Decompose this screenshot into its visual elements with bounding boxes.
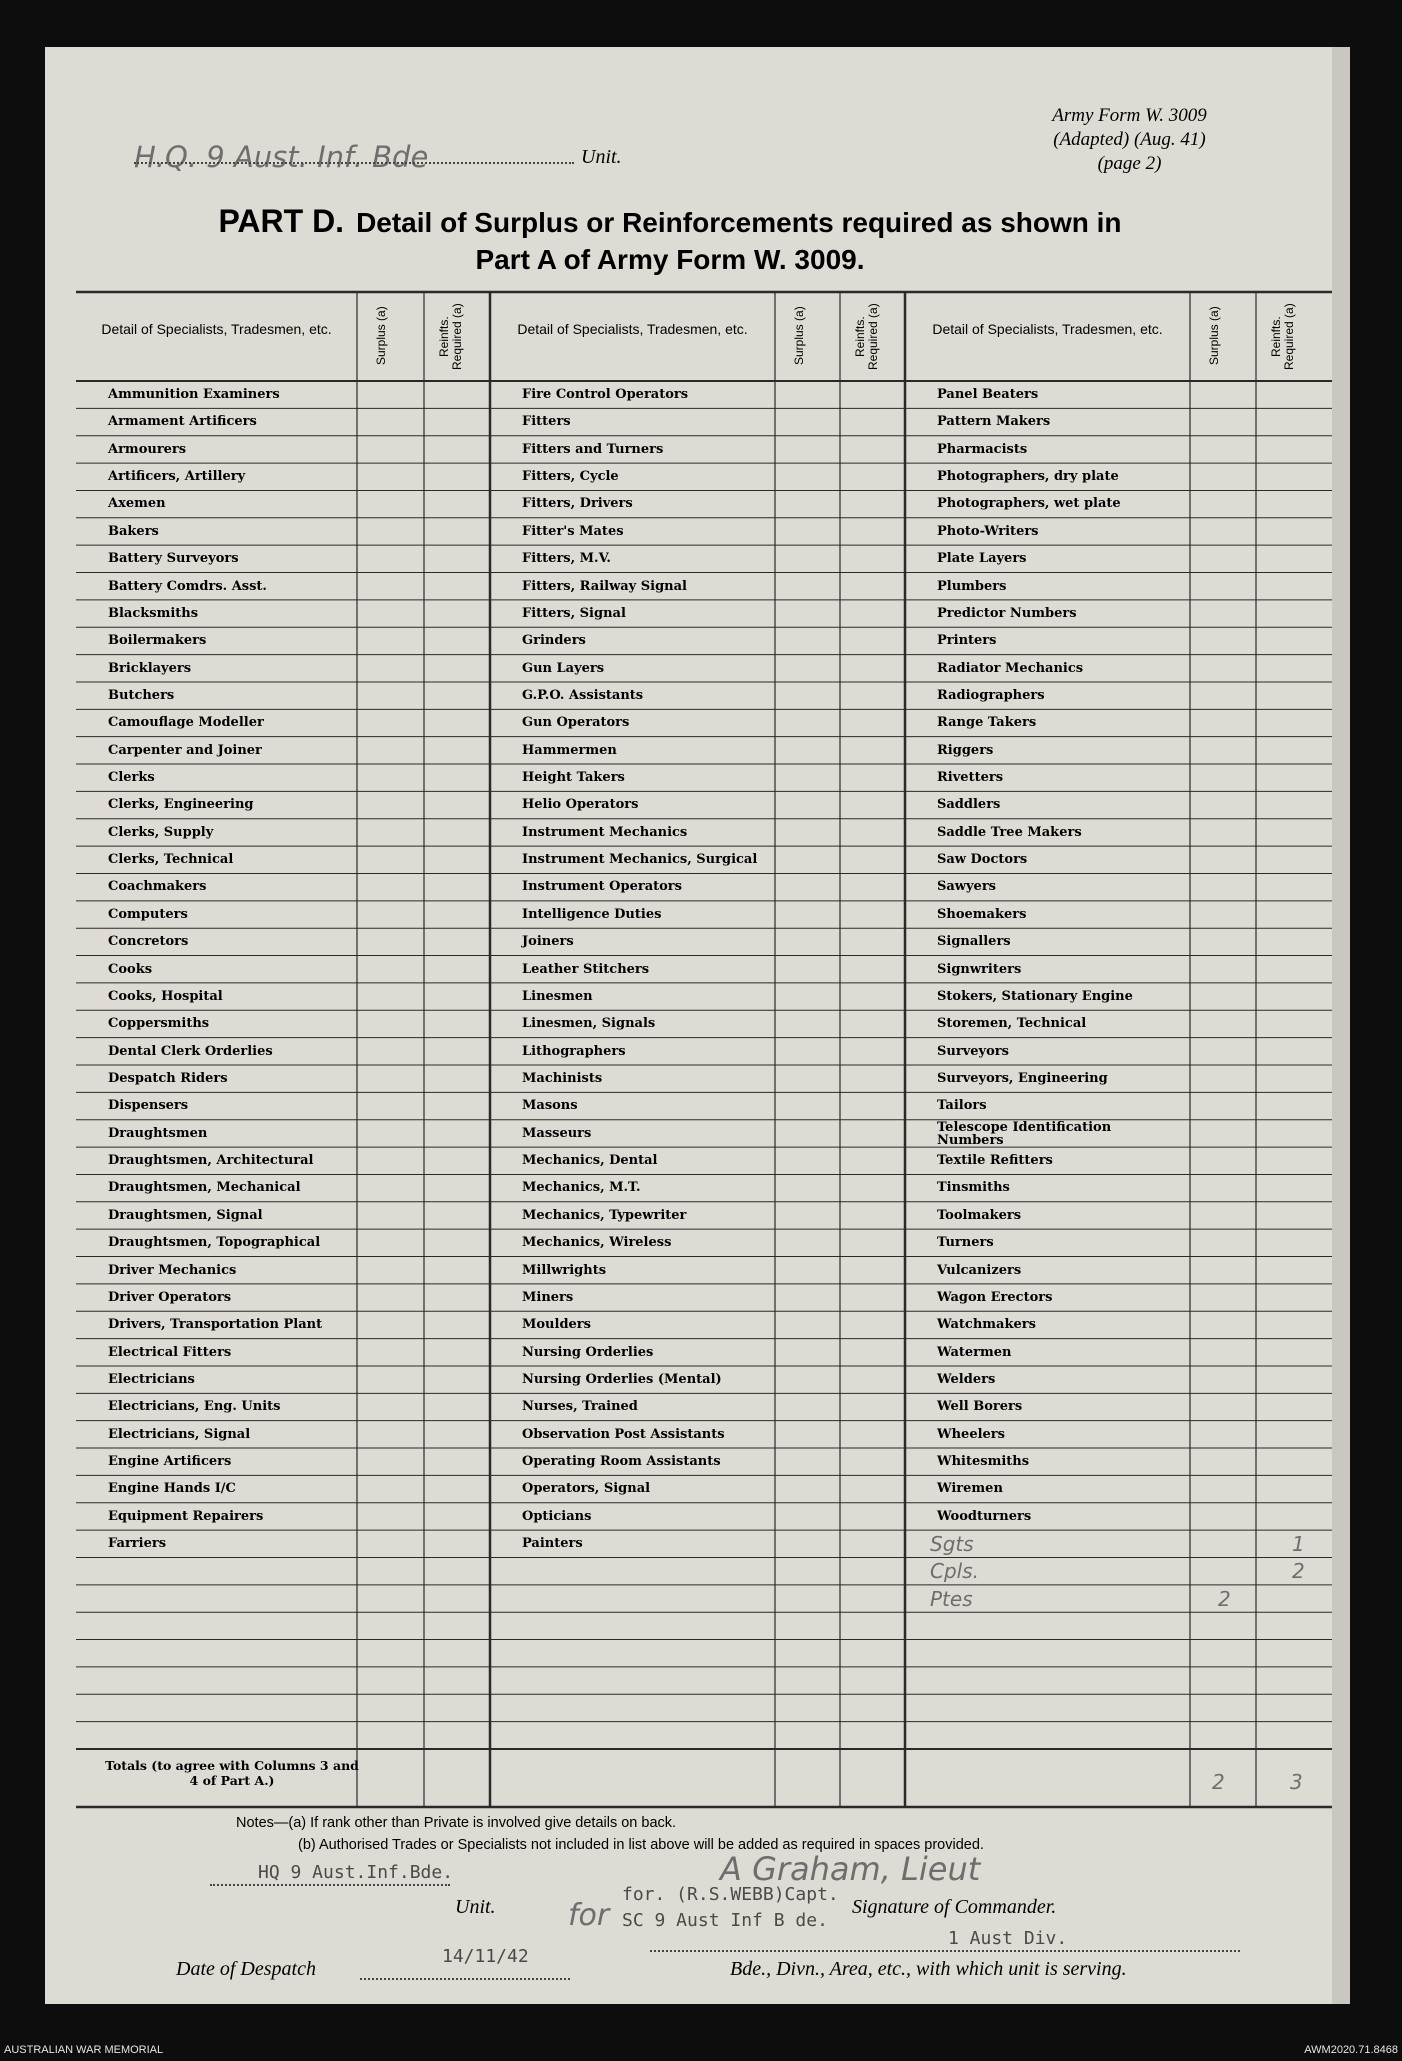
list-item: Wiremen [937, 1481, 1003, 1497]
list-item: Vulcanizers [937, 1262, 1022, 1278]
list-item: Textile Refitters [937, 1153, 1053, 1169]
list-item: Storemen, Technical [937, 1016, 1087, 1032]
list-item: G.P.O. Assistants [522, 687, 644, 703]
list-item: Ammunition Examiners [108, 387, 280, 402]
list-item: Rivetters [937, 770, 1004, 786]
list-item: Engine Artificers [108, 1454, 232, 1470]
signature-typed-2: SC 9 Aust Inf B de. [622, 1910, 828, 1931]
list-item: Clerks, Engineering [108, 797, 254, 813]
header-surplus: Surplus (a) [792, 306, 806, 366]
header-reinfts: Reinfts. Required (a) [1269, 303, 1296, 371]
list-item: Mechanics, M.T. [522, 1180, 641, 1196]
list-item: Battery Comdrs. Asst. [108, 578, 267, 594]
header-reinfts: Reinfts. Required (a) [437, 303, 464, 371]
form-ref-line2: (Adapted) (Aug. 41) [1053, 129, 1206, 150]
list-item: Watchmakers [937, 1317, 1036, 1333]
list-item: Fitters, Drivers [522, 496, 633, 512]
list-item: Fitters, M.V. [522, 551, 611, 567]
list-item: Pattern Makers [937, 414, 1051, 430]
list-item: Nursing Orderlies (Mental) [522, 1371, 722, 1387]
list-item: Telescope Identification Numbers [937, 1119, 1112, 1148]
top-unit-label: Unit. [581, 146, 622, 168]
list-item: Draughtsmen, Signal [108, 1207, 263, 1223]
list-item: Battery Surveyors [108, 551, 239, 567]
list-item: Turners [937, 1235, 994, 1251]
list-item: Lithographers [522, 1043, 626, 1059]
header-detail: Detail of Specialists, Tradesmen, etc. [932, 321, 1163, 337]
list-item: Mechanics, Typewriter [522, 1207, 687, 1223]
list-item: Fitter's Mates [522, 523, 624, 539]
list-item: Pharmacists [937, 441, 1028, 457]
unit-typed: HQ 9 Aust.Inf.Bde. [258, 1862, 454, 1883]
list-item: Linesmen, Signals [522, 1016, 656, 1032]
list-item: Miners [522, 1289, 574, 1305]
list-item: Welders [937, 1371, 996, 1387]
list-item: Fitters, Signal [522, 605, 626, 621]
form-ref-line3: (page 2) [1097, 153, 1162, 174]
list-item: Dental Clerk Orderlies [108, 1043, 273, 1059]
list-item: Wagon Erectors [937, 1289, 1053, 1305]
unit-label: Unit. [455, 1896, 496, 1918]
list-item: Masseurs [522, 1125, 592, 1141]
list-item: Tailors [937, 1098, 987, 1114]
list-item: Plate Layers [937, 551, 1027, 567]
header-reinfts: Reinfts. Required (a) [853, 303, 880, 371]
list-item: Instrument Mechanics, Surgical [522, 852, 758, 868]
list-item: Equipment Repairers [108, 1508, 264, 1524]
list-item: Signallers [937, 934, 1011, 950]
header-detail: Detail of Specialists, Tradesmen, etc. [517, 321, 748, 337]
signature-typed-1: for. (R.S.WEBB)Capt. [622, 1884, 839, 1905]
list-item: Photographers, dry plate [937, 469, 1119, 485]
totals-reinfts: 3 [1290, 1770, 1303, 1794]
totals-surplus: 2 [1212, 1770, 1225, 1794]
handwritten-row-label: Ptes [930, 1586, 973, 1611]
list-item: Driver Operators [108, 1289, 232, 1305]
list-item: Predictor Numbers [937, 605, 1077, 621]
top-unit-handwritten: H.Q. 9 Aust. Inf. Bde [134, 140, 429, 174]
list-item: Photographers, wet plate [937, 496, 1121, 512]
list-item: Fitters and Turners [522, 441, 664, 457]
list-item: Cooks [108, 961, 153, 977]
list-item: Electricians [108, 1371, 195, 1387]
list-item: Helio Operators [522, 797, 639, 813]
list-item: Armourers [108, 441, 187, 457]
list-item: Surveyors, Engineering [937, 1071, 1108, 1086]
list-item: Operating Room Assistants [522, 1454, 721, 1470]
list-item: Watermen [937, 1344, 1012, 1360]
list-item: Leather Stitchers [522, 961, 650, 977]
form-ref-line1: Army Form W. 3009 [1052, 105, 1207, 126]
list-item: Engine Hands I/C [108, 1481, 236, 1497]
list-item: Radiator Mechanics [937, 660, 1084, 676]
division-label: Bde., Divn., Area, etc., with which unit is serving. [730, 1958, 1127, 1980]
list-item: Printers [937, 633, 997, 649]
list-item: Clerks, Supply [108, 824, 214, 840]
list-item: Surveyors [937, 1043, 1009, 1059]
list-item: Mechanics, Dental [522, 1153, 658, 1169]
list-item: Sawyers [937, 879, 996, 895]
signature-handwritten: A Graham, Lieut [720, 1850, 981, 1888]
title-part: PART D. [218, 203, 345, 239]
list-item: Fitters, Cycle [522, 469, 619, 485]
list-item: Radiographers [937, 687, 1045, 703]
list-item: Observation Post Assistants [522, 1426, 725, 1442]
list-item: Height Takers [522, 770, 625, 786]
list-item: Stokers, Stationary Engine [937, 988, 1133, 1004]
title-line2: Part A of Army Form W. 3009. [475, 244, 865, 275]
list-item: Mechanics, Wireless [522, 1235, 672, 1251]
list-item: Armament Artificers [108, 414, 257, 430]
list-item: Well Borers [937, 1399, 1023, 1415]
list-item: Linesmen [522, 988, 593, 1004]
list-item: Clerks, Technical [108, 852, 234, 868]
handwritten-row-label: Cpls. [930, 1559, 979, 1584]
list-item: Range Takers [937, 715, 1037, 731]
list-item: Computers [108, 906, 188, 922]
list-item: Draughtsmen [108, 1125, 208, 1141]
division-dotline [650, 1950, 1240, 1952]
list-item: Signwriters [937, 961, 1022, 977]
date-typed: 14/11/42 [442, 1946, 529, 1967]
list-item: Plumbers [937, 578, 1007, 594]
list-item: Clerks [108, 770, 155, 786]
list-item: Saw Doctors [937, 852, 1028, 868]
footer-right: AWM2020.71.8468 [1304, 2044, 1398, 2056]
list-item: Panel Beaters [937, 387, 1039, 402]
list-item: Concretors [108, 934, 189, 950]
list-item: Electrical Fitters [108, 1344, 232, 1360]
list-item: Millwrights [522, 1262, 607, 1278]
list-item: Nurses, Trained [522, 1399, 638, 1415]
list-item: Grinders [522, 633, 586, 649]
title-line1: Detail of Surplus or Reinforcements required as shown in [356, 207, 1122, 238]
list-item: Farriers [108, 1536, 167, 1552]
list-item: Opticians [522, 1508, 592, 1524]
list-item: Bricklayers [108, 660, 192, 676]
list-item: Machinists [522, 1071, 603, 1086]
signature-label: Signature of Commander. [852, 1896, 1057, 1918]
list-item: Electricians, Signal [108, 1426, 251, 1442]
list-item: Butchers [108, 687, 175, 703]
handwritten-row-reinfts: 2 [1292, 1559, 1305, 1584]
list-item: Riggers [937, 742, 994, 758]
list-item: Dispensers [108, 1098, 189, 1114]
list-item: Bakers [108, 523, 159, 539]
list-item: Tinsmiths [937, 1180, 1010, 1196]
note-a: Notes—(a) If rank other than Private is involved give details on back. [236, 1815, 677, 1831]
list-item: Masons [522, 1098, 578, 1114]
list-item: Gun Layers [522, 660, 605, 676]
list-item: Hammermen [522, 742, 617, 758]
list-item: Operators, Signal [522, 1481, 651, 1497]
division-typed: 1 Aust Div. [948, 1928, 1068, 1949]
handwritten-row-label: Sgts [930, 1532, 974, 1557]
date-label: Date of Despatch [176, 1958, 316, 1980]
list-item: Saddlers [937, 797, 1001, 813]
list-item: Whitesmiths [937, 1454, 1030, 1470]
list-item: Saddle Tree Makers [937, 824, 1082, 840]
list-item: Boilermakers [108, 633, 207, 649]
list-item: Electricians, Eng. Units [108, 1399, 281, 1415]
list-item: Moulders [522, 1317, 591, 1333]
list-item: Draughtsmen, Topographical [108, 1235, 321, 1251]
list-item: Gun Operators [522, 715, 630, 731]
for-handwritten: for [568, 1898, 610, 1933]
list-item: Artificers, Artillery [108, 469, 246, 485]
header-surplus: Surplus (a) [374, 306, 388, 366]
list-item: Toolmakers [937, 1207, 1022, 1223]
list-item: Despatch Riders [108, 1071, 228, 1086]
list-item: Shoemakers [937, 906, 1027, 922]
list-item: Nursing Orderlies [522, 1344, 654, 1360]
list-item: Driver Mechanics [108, 1262, 237, 1278]
list-item: Fitters, Railway Signal [522, 578, 687, 594]
list-item: Photo-Writers [937, 523, 1039, 539]
list-item: Instrument Operators [522, 879, 682, 895]
list-item: Blacksmiths [108, 605, 199, 621]
list-item: Wheelers [937, 1426, 1005, 1442]
list-item: Fitters [522, 414, 571, 430]
list-item: Woodturners [937, 1508, 1032, 1524]
list-item: Joiners [522, 934, 574, 950]
header-surplus: Surplus (a) [1207, 306, 1221, 366]
list-item: Draughtsmen, Architectural [108, 1153, 314, 1169]
list-item: Cooks, Hospital [108, 988, 223, 1004]
header-detail: Detail of Specialists, Tradesmen, etc. [101, 321, 332, 337]
handwritten-row-reinfts: 1 [1292, 1532, 1305, 1557]
list-item: Painters [522, 1536, 583, 1552]
list-item: Instrument Mechanics [522, 824, 688, 840]
unit-dotline [210, 1884, 450, 1886]
list-item: Drivers, Transportation Plant [108, 1317, 323, 1333]
list-item: Carpenter and Joiner [108, 742, 262, 758]
list-item: Coachmakers [108, 879, 207, 895]
note-b: (b) Authorised Trades or Specialists not included in list above will be added as required in spaces provided. [298, 1837, 984, 1853]
list-item: Draughtsmen, Mechanical [108, 1180, 301, 1196]
date-dotline [360, 1978, 570, 1980]
list-item: Fire Control Operators [522, 387, 689, 402]
list-item: Coppersmiths [108, 1016, 210, 1032]
handwritten-row-surplus: 2 [1218, 1586, 1231, 1611]
totals-label: Totals (to agree with Columns 3 and 4 of Part A.) [105, 1758, 359, 1788]
list-item: Camouflage Modeller [108, 715, 264, 731]
list-item: Intelligence Duties [522, 906, 662, 922]
footer-left: AUSTRALIAN WAR MEMORIAL [4, 2044, 164, 2056]
list-item: Axemen [108, 496, 166, 512]
